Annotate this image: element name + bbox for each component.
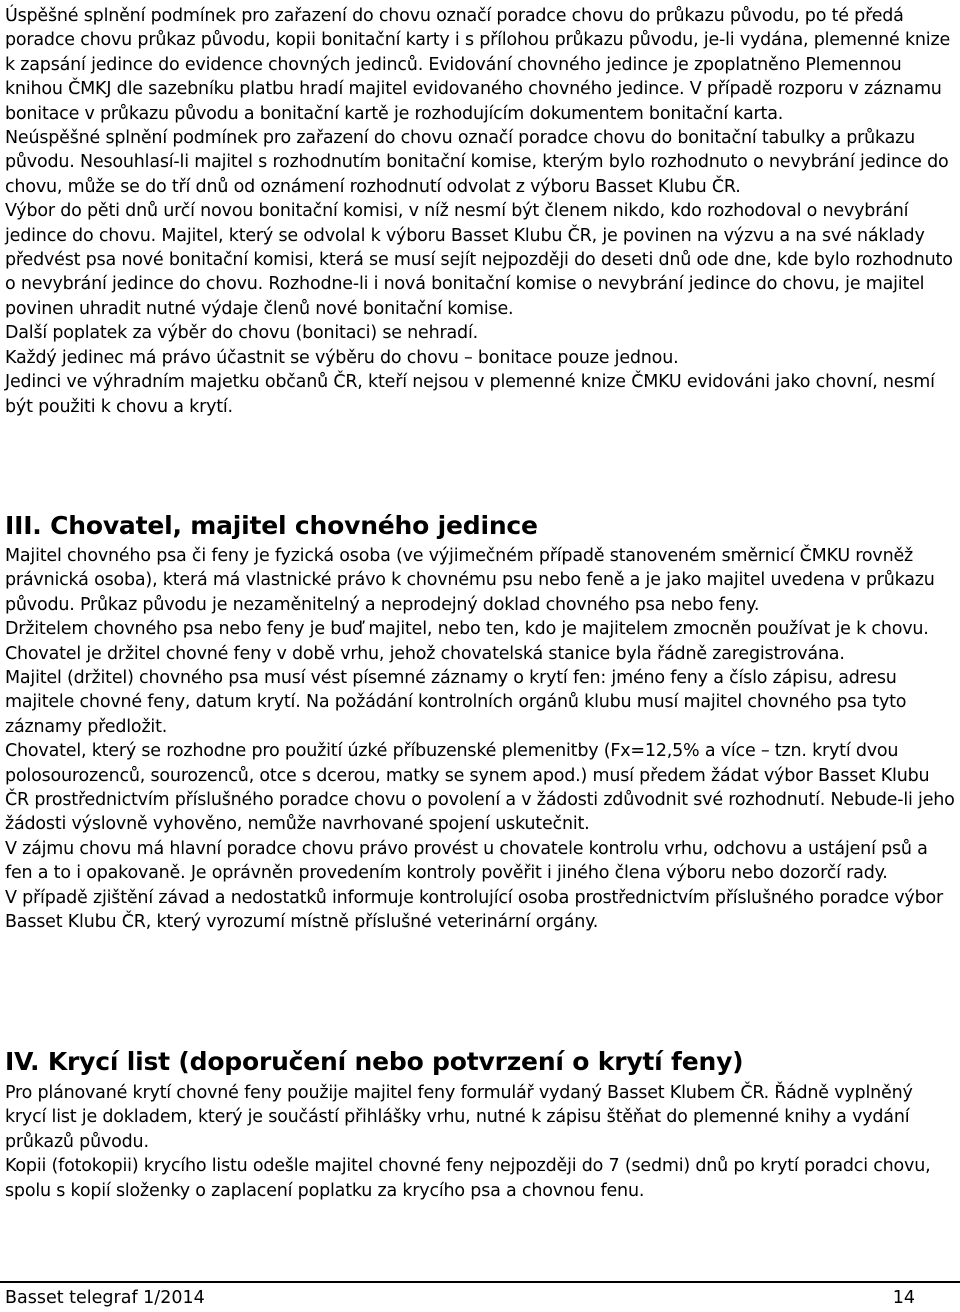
- paragraph: V případě zjištění závad a nedostatků informuje kontrolující osoba prostřednictvím příslušného poradce výbor Basset Klubu ČR, který vyrozumí místně příslušné veterinární orgány.: [5, 887, 943, 933]
- paragraph: Každý jedinec má právo účastnit se výběru do chovu – bonitace pouze jednou.: [5, 347, 679, 368]
- page-footer: [5, 1286, 915, 1310]
- section-iii-text: [5, 544, 955, 935]
- paragraph: Majitel chovného psa či feny je fyzická osoba (ve výjimečném případě stanoveném směrnicí ČMKU rovněž právnická osoba), která má vlastnické právo k chovnému psu nebo feně a je jako majitel uvedena v průkazu původu. Průkaz původu je nezaměnitelný a neprodejný doklad chovného psa nebo feny.: [5, 546, 935, 615]
- section-iv-text: [5, 1081, 955, 1203]
- paragraph: Úspěšné splnění podmínek pro zařazení do chovu označí poradce chovu do průkazu původu, po té předá poradce chovu průkaz původu, kopii bonitační karty i s přílohou průkazu původu, je-li vydána, plemenné knize k zapsání jedince do evidence chovných jedinců. Evidování chovného jedince je zpoplatněno Plemennou knihou ČMKJ dle sazebníku platbu hradí majitel evidovaného chovného jedince. V případě rozporu v záznamu bonitace v průkazu původu a bonitační kartě je rozhodujícím dokumentem bonitační karta.: [5, 6, 951, 124]
- paragraph: Držitelem chovného psa nebo feny je buď majitel, nebo ten, kdo je majitelem zmocněn používat je k chovu.: [5, 619, 929, 640]
- footer-divider: [0, 1281, 960, 1283]
- paragraph: Pro plánované krytí chovné feny použije majitel feny formulář vydaný Basset Klubem ČR. Řádně vyplněný krycí list je dokladem, který je součástí přihlášky vrhu, nutné k zápisu štěňat do plemenné knihy a vydání průkazů původu.: [5, 1083, 913, 1152]
- paragraph: Výbor do pěti dnů určí novou bonitační komisi, v níž nesmí být členem nikdo, kdo rozhodoval o nevybrání jedince do chovu. Majitel, který se odvolal k výboru Basset Klubu ČR, je povinen na výzvu a na své náklady předvést psa nové bonitační komisi, která se musí sejít nejpozději do deseti dnů ode dne, kde bylo rozhodnuto o nevybrání jedince do chovu. Rozhodne-li i nová bonitační komise o nevybrání jedince do chovu, je majitel povinen uhradit nutné výdaje členů nové bonitační komise.: [5, 201, 953, 319]
- paragraph: Neúspěšné splnění podmínek pro zařazení do chovu označí poradce chovu do bonitační tabulky a průkazu původu. Nesouhlasí-li majitel s rozhodnutím bonitační komise, kterým bylo rozhodnuto o nevybrání jedince do chovu, může se do tří dnů od oznámení rozhodnutí odvolat z výboru Basset Klubu ČR.: [5, 128, 949, 197]
- paragraph: Kopii (fotokopii) krycího listu odešle majitel chovné feny nejpozději do 7 (sedmi) dnů po krytí poradci chovu, spolu s kopií složenky o zaplacení poplatku za krycího psa a chovnou fenu.: [5, 1156, 931, 1201]
- paragraph: Chovatel, který se rozhodne pro použití úzké příbuzenské plemenitby (Fx=12,5% a více – tzn. krytí dvou polosourozenců, sourozenců, otce s dcerou, matky se synem apod.) musí předem žádat výbor Basset Klubu ČR prostřednictvím příslušného poradce chovu o povolení a v žádosti zdůvodnit své rozhodnutí. Nebude-li jeho žádosti výslovně vyhověno, nemůže navrhované spojení uskutečnit.: [5, 741, 955, 835]
- paragraph: Majitel (držitel) chovného psa musí vést písemné záznamy o krytí fen: jméno feny a číslo zápisu, adresu majitele chovné feny, datum krytí. Na požádání kontrolních orgánů klubu musí majitel chovného psa tyto záznamy předložit.: [5, 668, 907, 737]
- section-heading-iv: IV. Krycí list (doporučení nebo potvrzení o krytí feny): [5, 1047, 744, 1076]
- paragraph: Další poplatek za výběr do chovu (bonitaci) se nehradí.: [5, 323, 478, 344]
- section-heading-iii: III. Chovatel, majitel chovného jedince: [5, 511, 538, 540]
- page-number: 14: [892, 1288, 915, 1308]
- paragraph: V zájmu chovu má hlavní poradce chovu právo provést u chovatele kontrolu vrhu, odchovu a ustájení psů a fen a to i opakovaně. Je oprávněn provedením kontroly pověřit i jiného člena výboru nebo dozorčí rady.: [5, 838, 928, 884]
- footer-publication: Basset telegraf 1/2014: [5, 1288, 205, 1308]
- section-continued-text: [5, 4, 955, 419]
- paragraph: Chovatel je držitel chovné feny v době vrhu, jehož chovatelská stanice byla řádně zaregistrována.: [5, 643, 845, 664]
- paragraph: Jedinci ve výhradním majetku občanů ČR, kteří nejsou v plemenné knize ČMKU evidováni jako chovní, nesmí být použiti k chovu a krytí.: [5, 372, 935, 417]
